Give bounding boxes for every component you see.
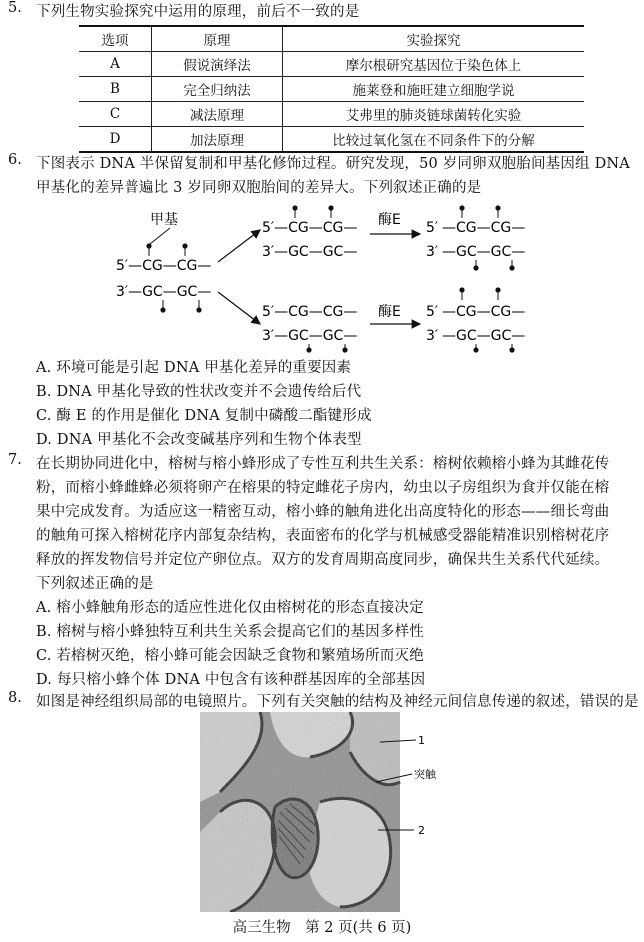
question-stem: 如图是神经组织局部的电镜照片。下列有关突触的结构及神经元间信息传递的叙述，错误的是 — [36, 694, 639, 710]
question-stem-line: 下图表示 DNA 半保留复制和甲基化修饰过程。研究发现，50 岁同卵双胞胎间基因组 DNA — [36, 156, 630, 172]
question-stem-line: 在长期协同进化中，榕树与榕小蜂形成了专性互利共生关系：榕树依赖榕小蜂为其雌花传 — [36, 456, 610, 472]
table-cell: 比较过氧化氢在不同条件下的分解 — [283, 127, 585, 153]
prime-label: 3′ — [426, 244, 439, 260]
table-cell: 艾弗里的肺炎链球菌转化实验 — [283, 102, 585, 127]
page-footer: 高三生物 第 2 页(共 6 页) — [232, 920, 412, 936]
option-d: D. 每只榕小蜂个体 DNA 中包含有该种群基因库的全部基因 — [36, 672, 426, 688]
methyl-group-dot — [473, 265, 478, 270]
option-a: A. 环境可能是引起 DNA 甲基化差异的重要因素 — [36, 360, 352, 376]
table-cell: 减法原理 — [152, 102, 283, 127]
product-strand-bottom: —GC—GC— — [442, 328, 526, 344]
table-cell: 完全归纳法 — [152, 77, 283, 102]
label-1: 1 — [418, 734, 425, 747]
option-b: B. 榕树与榕小蜂独特互利共生关系会提高它们的基因多样性 — [36, 624, 424, 640]
table-cell: 加法原理 — [152, 127, 283, 153]
methyl-group-dot — [509, 347, 514, 352]
table-cell: 施莱登和施旺建立细胞学说 — [283, 77, 585, 102]
replication-arrow — [218, 292, 260, 324]
table-cell: C — [79, 102, 152, 127]
question-number: 6. — [8, 152, 22, 168]
table-cell: 摩尔根研究基因位于染色体上 — [283, 52, 585, 77]
methyl-group-dot — [196, 307, 201, 312]
daughter-strand-top: 5′—CG—CG— — [262, 220, 358, 236]
question-number: 8. — [8, 690, 22, 706]
option-d: D. DNA 甲基化不会改变碱基序列和生物个体表型 — [36, 432, 362, 448]
methyl-group-dot — [473, 347, 478, 352]
table-header: 选项 — [79, 26, 152, 52]
table-cell: B — [79, 77, 152, 102]
electron-micrograph — [200, 712, 440, 912]
label-2: 2 — [418, 824, 425, 837]
prime-label: 5′ — [426, 304, 439, 320]
question-stem-line: 粉，而榕小蜂雌蜂必须将卵产在榕果的特定雌花子房内，幼虫以子房组织为食并仅能在榕 — [36, 480, 610, 496]
product-strand-top: —CG—CG— — [442, 304, 526, 320]
methyl-group-dot — [509, 265, 514, 270]
enzyme-label: 酶E — [378, 304, 401, 320]
experiment-table — [79, 25, 584, 153]
parent-strand-top: 5′—CG—CG— — [116, 258, 212, 274]
parent-strand-bottom: 3′—GC—GC— — [116, 284, 212, 300]
prime-label: 3′ — [426, 328, 439, 344]
question-number: 7. — [8, 452, 22, 468]
prime-label: 5′ — [426, 220, 439, 236]
enzyme-label: 酶E — [378, 212, 401, 228]
methyl-group-dot — [306, 347, 311, 352]
methyl-pointer — [150, 228, 170, 244]
methyl-group-dot — [160, 307, 165, 312]
replication-arrow — [218, 230, 260, 262]
option-a: A. 榕小蜂触角形态的适应性进化仅由榕树花的形态直接决定 — [36, 600, 424, 616]
question-stem-line: 的触角可探入榕树花序内部复杂结构，表面密布的化学与机械感受器能精准识别榕树花序 — [36, 528, 610, 544]
methyl-group-dot — [342, 347, 347, 352]
option-c: C. 酶 E 的作用是催化 DNA 复制中磷酸二酯键形成 — [36, 408, 372, 424]
question-stem-line: 释放的挥发物信号并定位产卵位点。双方的发育周期高度同步，确保共生关系代代延续。 — [36, 552, 610, 568]
dna-methylation-diagram — [100, 204, 540, 354]
table-row — [79, 52, 584, 77]
daughter-strand-top: 5′—CG—CG— — [262, 304, 358, 320]
table-row — [79, 127, 584, 153]
option-c: C. 若榕树灭绝，榕小蜂可能会因缺乏食物和繁殖场所而灭绝 — [36, 648, 424, 664]
table-cell: A — [79, 52, 152, 77]
table-header: 原理 — [152, 26, 283, 52]
table-cell: D — [79, 127, 152, 153]
daughter-strand-bottom: 3′—GC—GC— — [262, 244, 358, 260]
methyl-label: 甲基 — [150, 212, 178, 228]
question-stem-line: 下列叙述正确的是 — [36, 576, 154, 592]
label-synapse: 突触 — [414, 768, 436, 781]
option-b: B. DNA 甲基化导致的性状改变并不会遗传给后代 — [36, 384, 362, 400]
question-number: 5. — [8, 0, 22, 16]
question-stem-line: 甲基化的差异普遍比 3 岁同卵双胞胎间的差异大。下列叙述正确的是 — [36, 180, 482, 196]
question-stem: 下列生物实验探究中运用的原理，前后不一致的是 — [36, 4, 360, 20]
table-cell: 假说演绎法 — [152, 52, 283, 77]
product-strand-bottom: —GC—GC— — [442, 244, 526, 260]
product-strand-top: —CG—CG— — [442, 220, 526, 236]
table-header: 实验探究 — [283, 26, 585, 52]
table-row — [79, 77, 584, 102]
question-stem-line: 果中完成发育。为适应这一精密互动，榕小蜂的触角进化出高度特化的形态——细长弯曲 — [36, 504, 610, 520]
daughter-strand-bottom: 3′—GC—GC— — [262, 328, 358, 344]
table-row — [79, 102, 584, 127]
